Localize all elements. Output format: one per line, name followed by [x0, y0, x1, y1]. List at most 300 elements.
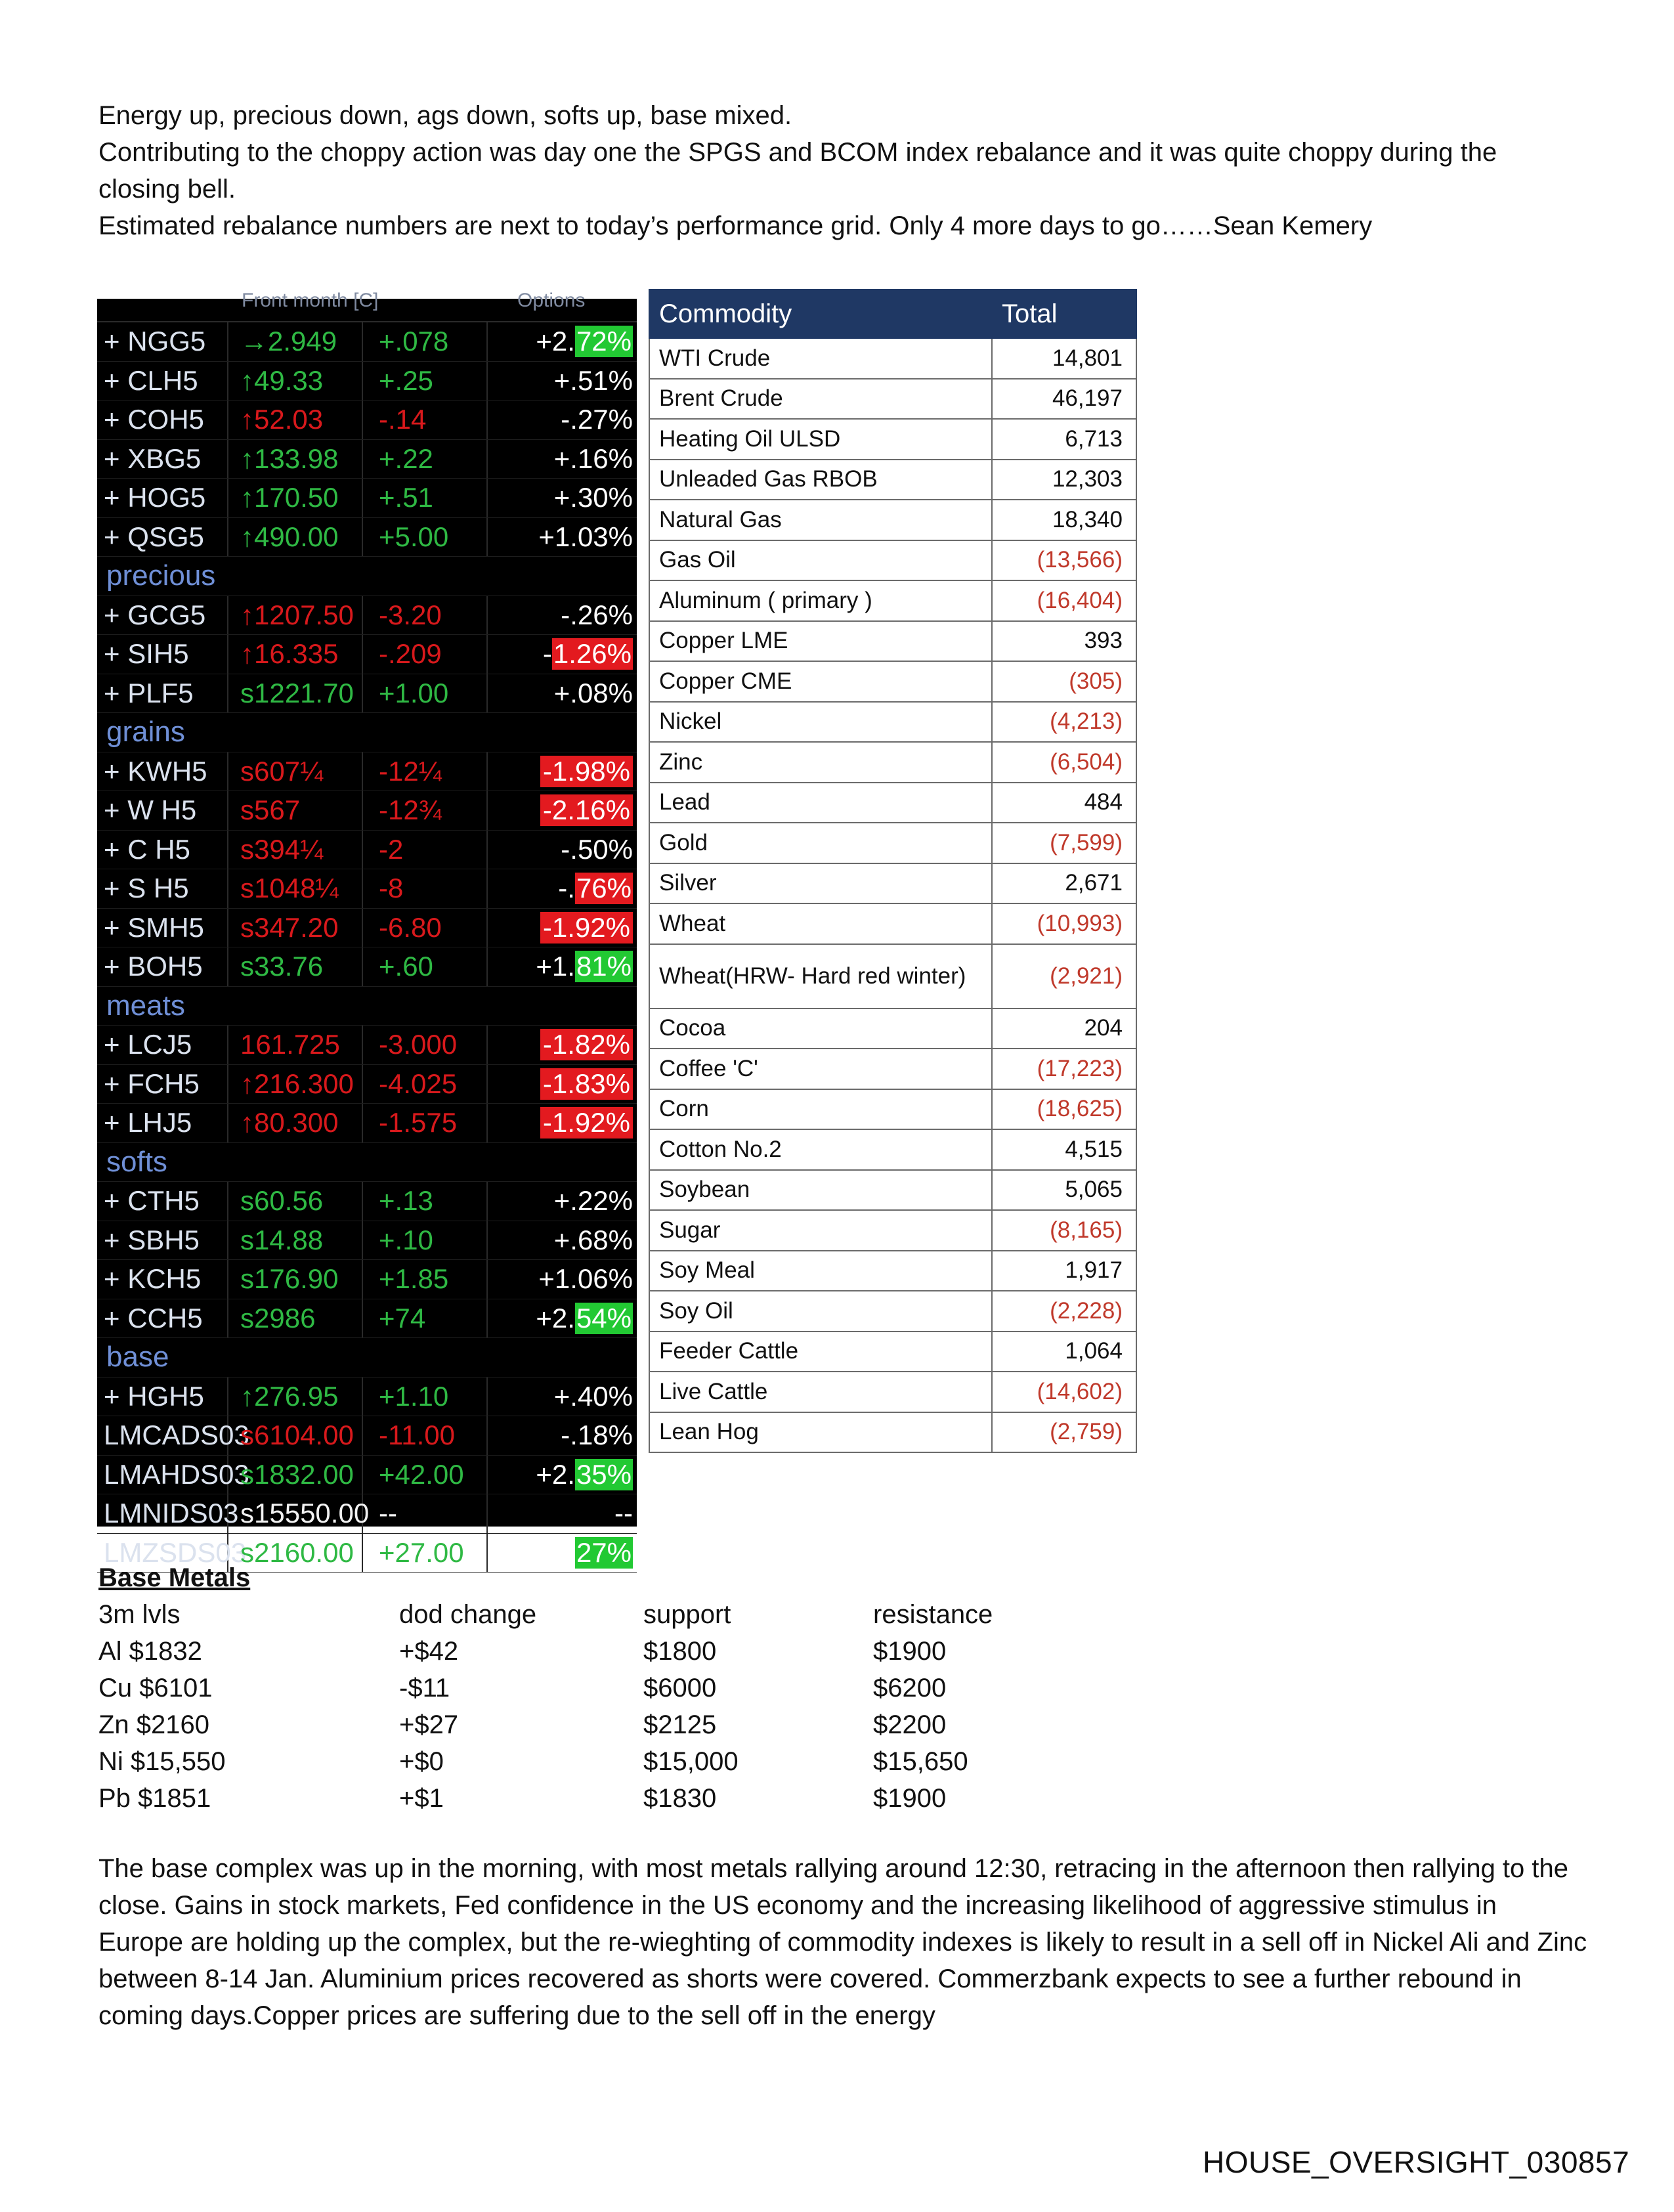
grid-symbol: + LCJ5 — [97, 1026, 228, 1064]
grid-percent-change — [488, 1416, 637, 1455]
grid-price: s1048¼ — [228, 869, 363, 908]
grid-percent-change — [488, 518, 637, 557]
rebalance-total: (7,599) — [992, 823, 1136, 863]
rebalance-row — [649, 338, 1136, 379]
grid-price: s15550.00 — [228, 1494, 363, 1533]
grid-row[interactable] — [97, 1299, 637, 1339]
grid-percent-value: 72% — [576, 326, 632, 357]
rebalance-total: 46,197 — [992, 379, 1136, 420]
bm-resistance: $6200 — [873, 1674, 947, 1702]
rebalance-header-commodity: Commodity — [649, 290, 992, 338]
grid-percent-change — [488, 869, 637, 908]
grid-row[interactable] — [97, 596, 637, 636]
rebalance-commodity: Lean Hog — [649, 1412, 992, 1453]
rebalance-commodity: Sugar — [649, 1210, 992, 1251]
grid-percent-prefix: +. — [553, 677, 578, 708]
grid-symbol: + C H5 — [97, 831, 228, 869]
grid-symbol: LMCADS03 — [97, 1416, 228, 1455]
grid-percent-change — [488, 674, 637, 713]
grid-percent-prefix: - — [542, 638, 552, 670]
grid-percent-prefix: -. — [561, 833, 578, 865]
grid-percent-value: 16% — [577, 443, 633, 474]
rebalance-commodity: Coffee 'C' — [649, 1049, 992, 1089]
grid-percent-prefix: +. — [553, 1380, 578, 1412]
bm-header-dod: dod change — [399, 1600, 537, 1629]
rebalance-commodity: Gold — [649, 823, 992, 863]
rebalance-row — [649, 1291, 1136, 1332]
grid-row[interactable] — [97, 440, 637, 479]
rebalance-commodity: Nickel — [649, 702, 992, 743]
grid-row[interactable] — [97, 791, 637, 831]
rebalance-commodity: Heating Oil ULSD — [649, 419, 992, 460]
grid-percent-value: -1.92% — [540, 1107, 633, 1139]
grid-percent-prefix: +1. — [538, 1263, 578, 1295]
grid-percent-change — [488, 1260, 637, 1299]
grid-percent-value: 03% — [577, 521, 633, 552]
grid-symbol: + QSG5 — [97, 518, 228, 557]
grid-percent-value: 22% — [577, 1185, 633, 1217]
bm-dod-change: +$1 — [399, 1784, 444, 1813]
rebalance-row — [649, 903, 1136, 944]
rebalance-commodity: Live Cattle — [649, 1372, 992, 1412]
rebalance-row — [649, 419, 1136, 460]
grid-row[interactable] — [97, 1260, 637, 1299]
grid-percent-value: 76% — [576, 873, 632, 904]
rebalance-commodity: Brent Crude — [649, 379, 992, 420]
bm-support: $1800 — [643, 1637, 717, 1666]
rebalance-total: 204 — [992, 1008, 1136, 1049]
grid-row[interactable] — [97, 1104, 637, 1143]
rebalance-row — [649, 944, 1136, 1008]
grid-row[interactable] — [97, 635, 637, 674]
grid-symbol: + SMH5 — [97, 909, 228, 947]
grid-symbol: + HGH5 — [97, 1377, 228, 1416]
rebalance-commodity: Soybean — [649, 1170, 992, 1211]
grid-percent-change — [488, 362, 637, 401]
grid-symbol: LMAHDS03 — [97, 1456, 228, 1494]
bm-support: $2125 — [643, 1710, 717, 1739]
grid-percent-value: -2.16% — [540, 794, 633, 826]
grid-percent-change — [488, 596, 637, 635]
base-metals-section — [98, 1559, 1070, 1817]
grid-price: s176.90 — [228, 1260, 363, 1299]
grid-symbol: + SIH5 — [97, 635, 228, 674]
bm-level: Zn $2160 — [98, 1710, 210, 1739]
grid-change: +.10 — [363, 1221, 488, 1260]
grid-percent-prefix: +1. — [536, 1536, 575, 1568]
base-complex-commentary: The base complex was up in the morning, with most metals rallying around 12:30, retracing in the afternoon then rallying to the close. Gains in stock markets, Fed confidence in the US economy and the increasing likelihood of aggressive stimulus in Europe are holding up the complex, but the re-wieghting of commodity indexes is likely to result in a sell off in Nickel Ali and Zinc between 8-14 Jan. Aluminium prices recovered as shorts were covered. Commerzbank expects to see a further rebound in coming days.Copper prices are suffering due to the sell off in the energy — [98, 1854, 1587, 2030]
grid-price: ↑276.95 — [228, 1377, 363, 1416]
rebalance-total: (2,921) — [992, 944, 1136, 1008]
base-metals-row — [98, 1706, 1070, 1743]
rebalance-commodity: Unleaded Gas RBOB — [649, 460, 992, 500]
rebalance-total: (17,223) — [992, 1049, 1136, 1089]
rebalance-row — [649, 1049, 1136, 1089]
rebalance-total: (305) — [992, 661, 1136, 702]
bm-resistance: $15,650 — [873, 1747, 968, 1776]
bm-header-resistance: resistance — [873, 1600, 993, 1629]
grid-price: s347.20 — [228, 909, 363, 947]
grid-row[interactable] — [97, 947, 637, 987]
rebalance-total: (2,228) — [992, 1291, 1136, 1332]
grid-percent-change — [488, 635, 637, 674]
grid-price: s1221.70 — [228, 674, 363, 713]
bm-support: $1830 — [643, 1784, 717, 1813]
rebalance-total: (6,504) — [992, 742, 1136, 783]
bm-resistance: $1900 — [873, 1784, 947, 1813]
grid-price: ↑170.50 — [228, 479, 363, 517]
grid-change: +.51 — [363, 479, 488, 517]
grid-row[interactable] — [97, 1377, 637, 1417]
rebalance-row — [649, 1412, 1136, 1453]
rebalance-row — [649, 1008, 1136, 1049]
grid-change: +.25 — [363, 362, 488, 401]
grid-change: -.209 — [363, 635, 488, 674]
grid-symbol: LMZSDS03 — [97, 1534, 228, 1572]
grid-percent-value: -1.83% — [540, 1068, 633, 1100]
grid-percent-prefix: +. — [553, 482, 578, 513]
grid-price: ↑16.335 — [228, 635, 363, 674]
grid-price: ↑52.03 — [228, 401, 363, 439]
grid-change: -8 — [363, 869, 488, 908]
base-metals-row — [98, 1743, 1070, 1780]
rebalance-row — [649, 540, 1136, 581]
intro-line-1: Energy up, precious down, ags down, softs up, base mixed. — [98, 101, 792, 130]
grid-percent-prefix: -. — [561, 599, 578, 630]
grid-section-softs: softs — [97, 1143, 637, 1182]
grid-percent-value: 40% — [577, 1380, 633, 1412]
grid-percent-prefix: +. — [553, 1185, 578, 1217]
grid-row[interactable] — [97, 831, 637, 870]
grid-percent-change — [488, 440, 637, 479]
rebalance-total: 1,917 — [992, 1251, 1136, 1291]
grid-change: +.13 — [363, 1182, 488, 1221]
rebalance-commodity: Silver — [649, 863, 992, 904]
grid-change: -.14 — [363, 401, 488, 439]
grid-percent-value: -- — [614, 1498, 633, 1529]
grid-percent-change — [488, 791, 637, 830]
grid-percent-change — [488, 322, 637, 361]
grid-symbol: LMNIDS03 — [97, 1494, 228, 1533]
rebalance-row — [649, 1170, 1136, 1211]
grid-change: +74 — [363, 1299, 488, 1338]
intro-line-2: Contributing to the choppy action was day one the SPGS and BCOM index rebalance and it was quite choppy during the closing bell. — [98, 138, 1497, 204]
grid-row[interactable] — [97, 1026, 637, 1065]
bm-level: Pb $1851 — [98, 1784, 211, 1813]
grid-percent-prefix: +. — [553, 443, 578, 474]
grid-row[interactable] — [97, 869, 637, 909]
rebalance-row — [649, 1089, 1136, 1130]
rebalance-commodity: Natural Gas — [649, 500, 992, 540]
bm-level: Cu $6101 — [98, 1674, 213, 1702]
grid-percent-value: 27% — [577, 404, 633, 435]
grid-percent-value: 18% — [577, 1420, 633, 1451]
grid-change: -4.025 — [363, 1065, 488, 1104]
grid-price: s394¼ — [228, 831, 363, 869]
bm-resistance: $1900 — [873, 1637, 947, 1666]
grid-row[interactable] — [97, 752, 637, 792]
rebalance-row — [649, 1332, 1136, 1372]
grid-change: +42.00 — [363, 1456, 488, 1494]
rebalance-total: 1,064 — [992, 1332, 1136, 1372]
grid-price: ↑1207.50 — [228, 596, 363, 635]
grid-percent-prefix: -. — [558, 873, 575, 904]
rebalance-total: (18,625) — [992, 1089, 1136, 1130]
grid-price: s567 — [228, 791, 363, 830]
rebalance-commodity: Soy Oil — [649, 1291, 992, 1332]
grid-percent-change — [488, 947, 637, 986]
grid-change: +.60 — [363, 947, 488, 986]
grid-price: s33.76 — [228, 947, 363, 986]
rebalance-commodity: Cocoa — [649, 1008, 992, 1049]
base-metals-row — [98, 1670, 1070, 1706]
bm-resistance: $2200 — [873, 1710, 947, 1739]
grid-symbol: + GCG5 — [97, 596, 228, 635]
base-metals-title: Base Metals — [98, 1563, 251, 1592]
bm-header-levels: 3m lvls — [98, 1600, 181, 1629]
grid-price: s2986 — [228, 1299, 363, 1338]
grid-price: s14.88 — [228, 1221, 363, 1260]
rebalance-total: (4,213) — [992, 702, 1136, 743]
grid-percent-value: 35% — [576, 1458, 632, 1490]
grid-symbol: + FCH5 — [97, 1065, 228, 1104]
grid-price: ↑49.33 — [228, 362, 363, 401]
grid-symbol: + BOH5 — [97, 947, 228, 986]
grid-change: +27.00 — [363, 1534, 488, 1572]
grid-percent-value: 27% — [576, 1536, 632, 1568]
intro-text — [98, 97, 1582, 244]
rebalance-row — [649, 1129, 1136, 1170]
grid-row[interactable] — [97, 1221, 637, 1261]
grid-row[interactable] — [97, 401, 637, 440]
grid-percent-prefix: +. — [553, 364, 578, 396]
rebalance-row — [649, 379, 1136, 420]
grid-percent-change — [488, 401, 637, 439]
rebalance-row — [649, 621, 1136, 662]
grid-percent-change — [488, 752, 637, 791]
grid-change: +5.00 — [363, 518, 488, 557]
document-id-footer: HOUSE_OVERSIGHT_030857 — [1203, 2145, 1630, 2179]
grid-symbol: + NGG5 — [97, 322, 228, 361]
rebalance-header-total: Total — [992, 290, 1136, 338]
grid-percent-change — [488, 909, 637, 947]
rebalance-row — [649, 823, 1136, 863]
grid-header-front-month: Front month [C] — [242, 290, 379, 311]
grid-price: ↑490.00 — [228, 518, 363, 557]
rebalance-row — [649, 580, 1136, 621]
rebalance-commodity: WTI Crude — [649, 338, 992, 379]
rebalance-commodity: Aluminum ( primary ) — [649, 580, 992, 621]
grid-header-options: Options — [517, 290, 586, 311]
grid-row[interactable] — [97, 909, 637, 948]
grid-price: s2160.00 — [228, 1534, 363, 1572]
rebalance-total: 4,515 — [992, 1129, 1136, 1170]
rebalance-total: 6,713 — [992, 419, 1136, 460]
grid-percent-value: -1.92% — [540, 912, 633, 943]
grid-change: -3.000 — [363, 1026, 488, 1064]
grid-percent-value: 81% — [576, 951, 632, 982]
grid-price: →2.949 — [228, 322, 363, 361]
grid-percent-prefix: +2. — [536, 326, 575, 357]
grid-row[interactable] — [97, 362, 637, 401]
grid-price: s607¼ — [228, 752, 363, 791]
grid-symbol: + S H5 — [97, 869, 228, 908]
grid-percent-value: 54% — [576, 1302, 632, 1334]
base-metals-row — [98, 1633, 1070, 1670]
bm-dod-change: +$42 — [399, 1637, 459, 1666]
base-metals-row — [98, 1780, 1070, 1817]
grid-percent-change — [488, 1026, 637, 1064]
rebalance-commodity: Corn — [649, 1089, 992, 1130]
rebalance-commodity: Wheat(HRW- Hard red winter) — [649, 944, 992, 1008]
grid-row[interactable] — [97, 1494, 637, 1534]
rebalance-row — [649, 783, 1136, 823]
grid-percent-change — [488, 1182, 637, 1221]
rebalance-commodity: Cotton No.2 — [649, 1129, 992, 1170]
grid-price: s6104.00 — [228, 1416, 363, 1455]
rebalance-row — [649, 661, 1136, 702]
grid-row[interactable] — [97, 479, 637, 518]
grid-percent-prefix: +2. — [536, 1302, 575, 1334]
grid-percent-value: 68% — [577, 1224, 633, 1255]
rebalance-total: (13,566) — [992, 540, 1136, 581]
rebalance-total: 2,671 — [992, 863, 1136, 904]
grid-percent-change — [488, 479, 637, 517]
grid-percent-change — [488, 1494, 637, 1533]
rebalance-commodity: Copper LME — [649, 621, 992, 662]
bm-dod-change: +$0 — [399, 1747, 444, 1776]
grid-symbol: + CLH5 — [97, 362, 228, 401]
rebalance-total: 393 — [992, 621, 1136, 662]
rebalance-commodity: Gas Oil — [649, 540, 992, 581]
grid-change: +1.00 — [363, 674, 488, 713]
grid-percent-change — [488, 1065, 637, 1104]
rebalance-total: 12,303 — [992, 460, 1136, 500]
grid-price: s60.56 — [228, 1182, 363, 1221]
bm-level: Al $1832 — [98, 1637, 202, 1666]
rebalance-commodity: Zinc — [649, 742, 992, 783]
rebalance-total: (16,404) — [992, 580, 1136, 621]
grid-change: -- — [363, 1494, 488, 1533]
grid-row[interactable] — [97, 1416, 637, 1456]
grid-change: -1.575 — [363, 1104, 488, 1142]
grid-price: ↑133.98 — [228, 440, 363, 479]
bm-dod-change: -$11 — [399, 1674, 450, 1702]
rebalance-total: 18,340 — [992, 500, 1136, 540]
grid-symbol: + CCH5 — [97, 1299, 228, 1338]
grid-change: +1.10 — [363, 1377, 488, 1416]
bm-support: $6000 — [643, 1674, 717, 1702]
grid-row[interactable] — [97, 674, 637, 714]
grid-symbol: + XBG5 — [97, 440, 228, 479]
grid-percent-prefix: +2. — [536, 1458, 575, 1490]
grid-row[interactable] — [97, 322, 637, 362]
rebalance-row — [649, 702, 1136, 743]
grid-percent-change — [488, 1456, 637, 1494]
rebalance-row — [649, 1251, 1136, 1291]
base-metals-header-row — [98, 1596, 1070, 1633]
grid-symbol: + KCH5 — [97, 1260, 228, 1299]
grid-change: -6.80 — [363, 909, 488, 947]
grid-percent-prefix: +1. — [536, 951, 575, 982]
rebalance-total: (14,602) — [992, 1372, 1136, 1412]
grid-section-precious: precious — [97, 557, 637, 596]
grid-percent-value: 08% — [577, 677, 633, 708]
bm-support: $15,000 — [643, 1747, 739, 1776]
rebalance-total: (8,165) — [992, 1210, 1136, 1251]
grid-symbol: + HOG5 — [97, 479, 228, 517]
grid-symbol: + KWH5 — [97, 752, 228, 791]
grid-percent-change — [488, 1104, 637, 1142]
rebalance-commodity: Copper CME — [649, 661, 992, 702]
performance-grid — [97, 290, 637, 1568]
grid-percent-value: 51% — [577, 364, 633, 396]
rebalance-row — [649, 460, 1136, 500]
grid-row[interactable] — [97, 518, 637, 557]
rebalance-total: (2,759) — [992, 1412, 1136, 1453]
rebalance-total: 484 — [992, 783, 1136, 823]
grid-change: -12¾ — [363, 791, 488, 830]
grid-change: -2 — [363, 831, 488, 869]
rebalance-commodity: Soy Meal — [649, 1251, 992, 1291]
base-metals-table — [98, 1596, 1070, 1817]
grid-change: -3.20 — [363, 596, 488, 635]
grid-change: +.078 — [363, 322, 488, 361]
grid-section-base: base — [97, 1338, 637, 1377]
grid-percent-change — [488, 1299, 637, 1338]
grid-percent-value: -1.82% — [540, 1029, 633, 1060]
grid-percent-change — [488, 831, 637, 869]
grid-row[interactable] — [97, 1456, 637, 1495]
rebalance-commodity: Lead — [649, 783, 992, 823]
grid-section-meats: meats — [97, 987, 637, 1026]
grid-section-grains: grains — [97, 713, 637, 752]
rebalance-row — [649, 500, 1136, 540]
grid-symbol: + LHJ5 — [97, 1104, 228, 1142]
rebalance-row — [649, 863, 1136, 904]
grid-change: +.22 — [363, 440, 488, 479]
grid-percent-value: 06% — [577, 1263, 633, 1295]
grid-symbol: + COH5 — [97, 401, 228, 439]
grid-symbol: + CTH5 — [97, 1182, 228, 1221]
rebalance-total: 5,065 — [992, 1170, 1136, 1211]
grid-symbol: + PLF5 — [97, 674, 228, 713]
grid-percent-value: 26% — [577, 599, 633, 630]
grid-change: -11.00 — [363, 1416, 488, 1455]
grid-symbol: + W H5 — [97, 791, 228, 830]
grid-percent-value: 30% — [577, 482, 633, 513]
rebalance-row — [649, 1372, 1136, 1412]
grid-percent-value: -1.98% — [540, 756, 633, 787]
rebalance-total: (10,993) — [992, 903, 1136, 944]
bm-header-support: support — [643, 1600, 731, 1629]
grid-percent-change — [488, 1377, 637, 1416]
grid-row[interactable] — [97, 1182, 637, 1221]
bm-level: Ni $15,550 — [98, 1747, 226, 1776]
grid-change: +1.85 — [363, 1260, 488, 1299]
rebalance-commodity: Wheat — [649, 903, 992, 944]
grid-change: -12¼ — [363, 752, 488, 791]
grid-row[interactable] — [97, 1065, 637, 1104]
intro-line-3: Estimated rebalance numbers are next to today’s performance grid. Only 4 more days to go……Sean Kemery — [98, 211, 1373, 240]
rebalance-total: 14,801 — [992, 338, 1136, 379]
bm-dod-change: +$27 — [399, 1710, 459, 1739]
grid-header — [97, 290, 637, 322]
grid-percent-prefix: +. — [553, 1224, 578, 1255]
grid-price: ↑216.300 — [228, 1065, 363, 1104]
grid-percent-change — [488, 1221, 637, 1260]
grid-price: s1832.00 — [228, 1456, 363, 1494]
